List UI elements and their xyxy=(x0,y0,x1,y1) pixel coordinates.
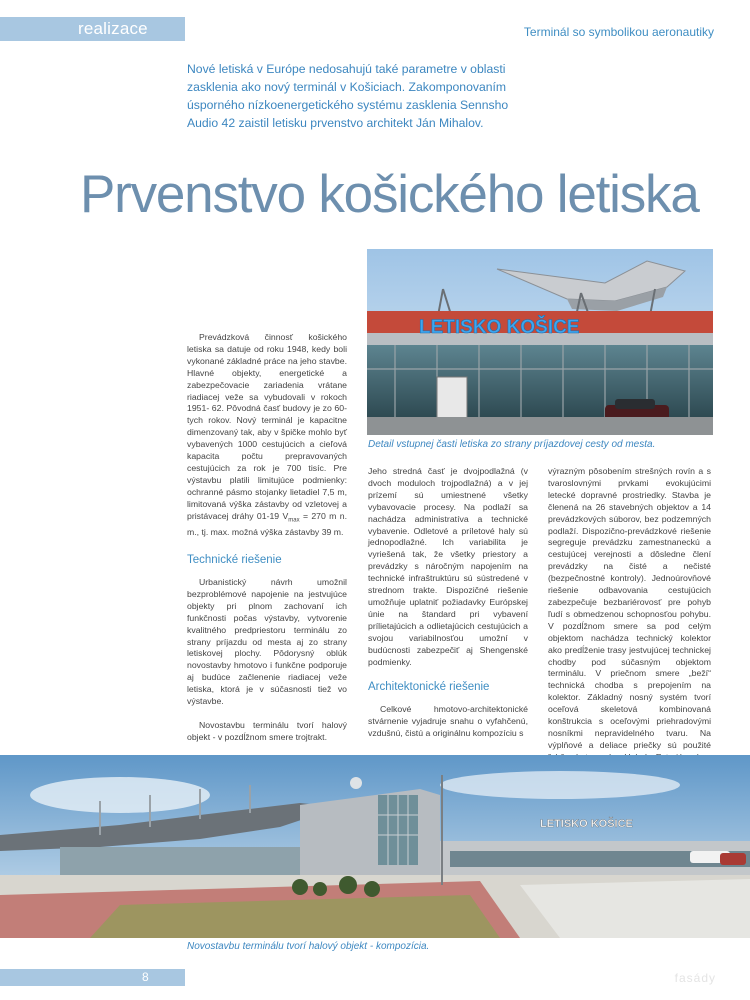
subscript-max: max xyxy=(288,517,300,524)
section-tab xyxy=(0,17,185,41)
subheading-technical: Technické riešenie xyxy=(187,554,282,567)
terminal-overview-photo xyxy=(0,755,750,938)
lead-paragraph: Nové letiská v Európe nedosahujú také parametre v oblasti zasklenia ako nový terminál v Košiciach. Zakomponovaním úsporného nízkoenergetického systému zasklenia Sennsho Audio 42 zaistil letisku prvenstvo architekt Ján Mihalov. xyxy=(187,62,509,130)
article-headline: Prvenstvo košického letiska xyxy=(80,165,699,224)
terminal-entrance-photo xyxy=(367,249,713,435)
magazine-brand: fasády xyxy=(674,971,716,985)
body-column-3 xyxy=(548,466,711,750)
top-photo-caption: Detail vstupnej časti letiska zo strany príjazdovej cesty od mesta. xyxy=(368,439,656,450)
subheading-architecture: Architektonické riešenie xyxy=(368,681,490,694)
body-paragraph xyxy=(187,332,347,539)
body-paragraph: Urbanistický návrh umožnil bezproblémové napojenie na jestvujúce objekty pri plnom zachovaní ich funkčnosti počas výstavby, vytvorenie kvalitného predpriestoru terminálu zo strany príjazdu od mesta aj zo strany letiskovej plochy. Pôdorysný oblúk novostavby hmotovo i funkčne podporuje aj budúce začlenenie riadiacej veže letiska, ktorá je v súčasnosti tiež vo výstavbe. xyxy=(187,577,347,707)
body-paragraph-flow: výrazným pôsobením strešných rovín a s tvaroslovnými prvkami evokujúcimi letecké dopravné prostriedky. Stavba je členená na 26 stavebných objektov a 14 prevádzkových súborov, bez podzemných podlaží. Dispozično-prevádzkové riešenie segreguje prevádzku zamestnaneckú a cestujúcej verejnosti a dôsledne člení prevádzky na čisté a nečisté (bezpečnostné kontroly). Jednoúrovňové riešenie odbavovania cestujúcich zabezpečuje bezbariérovosť pre pohyb ľudí s obmedzenou schopnosťou pohybu. V pozdĺžnom smere sa pod celým objektom nachádza technický kolektor ako predĺženie trasy jestvujúcej technickej chodby pod súčasným objektom terminálu. V priečnom smere „beží“ technická chodba s prepojením na kolektor. Základný nosný systém tvorí oceľová skeletová kombinovaná konštrukcia s oceľovými priehradovými nosníkmi nepravidelného tvaru. Na výplňové a deliace priečky sú použité xyxy=(548,466,711,750)
paragraph-text: Celkové hmotovo-architektonické stvárnenie vyjadruje snahu o vyfahčenú, vzdušnú, čistú a originálnu kompozíciu s xyxy=(368,704,528,739)
footer-tab xyxy=(0,969,185,986)
page-number: 8 xyxy=(142,970,149,984)
body-paragraph-flow xyxy=(368,466,528,740)
letisko-sign-text: LETISKO KOŠICE xyxy=(419,317,580,338)
body-paragraph-continued: Novostavbu terminálu tvorí halový objekt - v pozdĺžnom smere trojtrakt. xyxy=(187,720,347,742)
letisko-sign-text: LETISKO KOŠICE xyxy=(540,818,633,830)
running-title: Terminál so symbolikou aeronautiky xyxy=(523,25,714,39)
body-column-2 xyxy=(368,466,528,744)
section-label: realizace xyxy=(78,19,148,38)
paragraph-text: Jeho stredná časť je dvojpodlažná (v dvoch moduloch trojpodlažná) a v jej prízemí sú umiestnené všetky vybavovacie procesy. Na podlaží sa nachádza administratíva a technické vybavenie. Odletové a príletové haly sú jednopodlažné. Ich variabilita je vyriešená tak, že všetky priestory a prevádzky s náročným napojením na technické infraštruktúru sú sústredené v strednom trakte. Dispozičné riešenie umožňuje uplatniť požiadavky Európskej únie na štandard pri vybavení prílietajúcich a odlietajúcich cestujúcich a svojou variabilnosťou umožní v budúcnosti zabezpečiť aj Shengenské podmienky. xyxy=(368,466,528,667)
body-column-1 xyxy=(187,332,347,744)
paragraph-text: Prevádzková činnosť košického letiska sa datuje od roku 1948, kedy boli vykonané základné práce na jeho stavbe. Hlavné objekty, energetické a zabezpečovacie zariadenia vrátane riadiacej veže sa vybudovali v rokoch 1951- 62. Pôvodná časť budovy je zo 60-tych rokov. Nový terminál je kapacitne dimenzovaný tak, aby v špičke mohlo byť vybavených 1000 cestujúcich a cieľová kapacita počtu prepravovaných cestujúcich za rok je 700 tisíc. Pre výstavbu platili limitujúce podmienky: ochranné pásmo stojanky lietadiel 7,5 m, limitovaná výška zástavby od vzletovej a pristávacej dráhy 01-19 V xyxy=(187,332,347,521)
paragraph-text: = 270 m n. m., tj. max. možná výška zástavby 39 m. xyxy=(187,510,347,538)
bottom-photo-caption: Novostavbu terminálu tvorí halový objekt - kompozícia. xyxy=(187,941,430,952)
